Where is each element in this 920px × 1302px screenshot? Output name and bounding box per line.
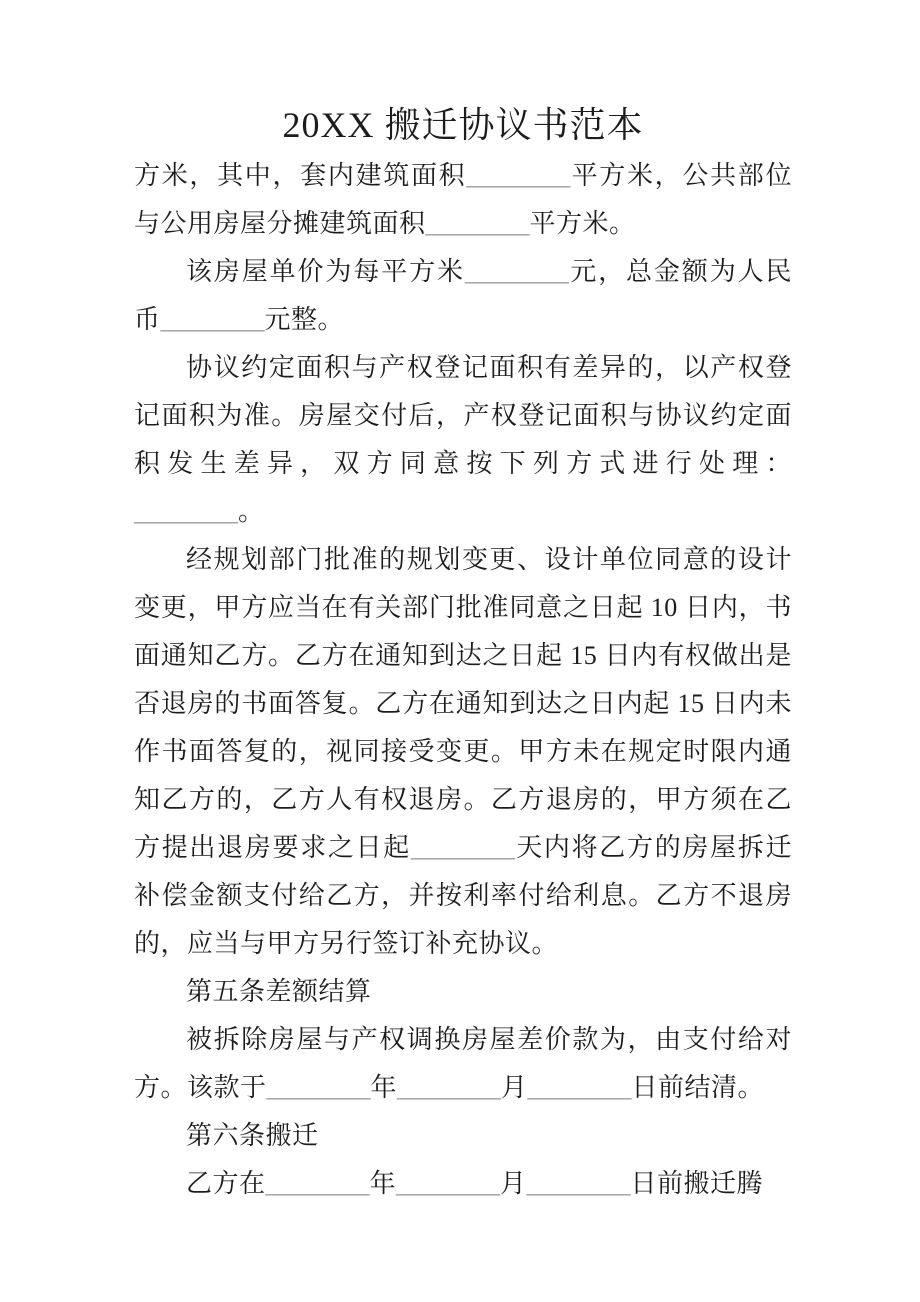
blank-underline-field: ________ (527, 1073, 632, 1102)
blank-underline-field: ________ (160, 305, 265, 334)
text-run: 第六条搬迁 (186, 1121, 319, 1150)
blank-underline-field: ________ (134, 497, 238, 526)
blank-underline-field: ________ (397, 1073, 502, 1102)
text-run: 月 (501, 1073, 528, 1102)
text-run: 乙方在 (186, 1169, 266, 1198)
text-run: 元，总金额为人民币 (134, 257, 792, 334)
blank-underline-field: ________ (466, 161, 571, 190)
text-run: 元整。 (264, 305, 345, 334)
blank-underline-field: ________ (425, 209, 530, 238)
document-title: 20XX 搬迁协议书范本 (282, 105, 644, 145)
paragraph (134, 1016, 792, 1112)
blank-underline-field: ________ (526, 1169, 631, 1198)
blank-underline-field: ________ (411, 833, 515, 862)
text-run: 被拆除房屋与产权调换房屋差价款为，由支付给对方。该款于 (134, 1025, 792, 1102)
text-run: 年 (369, 1169, 397, 1198)
text-run: 平方米。 (529, 209, 636, 238)
text-run: 天内将乙方的房屋拆迁补偿金额支付给乙方，并按利率付给利息。乙方不退房的，应当与甲方另行签订补充协议。 (134, 833, 792, 958)
text-run: 经规划部门批准的规划变更、设计单位同意的设计变更，甲方应当在有关部门批准同意之日起 10 日内，书面通知乙方。乙方在通知到达之日起 15 日内有权做出是否退房的书面答复。乙方在通知到达之日内起 15 日内未作书面答复的，视同接受变更。甲方未在规定时限内通知乙方的，乙方人有权退房。乙方退房的，甲方须在乙方提出退房要求之日起 (134, 545, 792, 862)
text-run: 日前搬迁腾 (630, 1169, 764, 1198)
text-run: 方米，其中，套内建筑面积 (134, 161, 467, 190)
text-run: 月 (500, 1169, 527, 1198)
paragraph (134, 248, 792, 344)
paragraph (134, 1160, 792, 1208)
paragraph (134, 344, 792, 536)
text-run: 。 (238, 497, 265, 526)
paragraph (134, 968, 792, 1016)
text-run: 第五条差额结算 (186, 977, 372, 1006)
blank-underline-field: ________ (266, 1073, 371, 1102)
paragraph (134, 152, 792, 248)
text-run: 协议约定面积与产权登记面积有差异的，以产权登记面积为准。房屋交付后，产权登记面积与协议约定面积发生差异，双方同意按下列方式进行处理： (134, 353, 792, 478)
blank-underline-field: ________ (396, 1169, 501, 1198)
blank-underline-field: ________ (265, 1169, 370, 1198)
paragraph (134, 1112, 792, 1160)
text-run: 平方米，公共部位与公用房屋分摊建筑面积 (134, 161, 792, 238)
text-run: 该房屋单价为每平方米 (186, 257, 465, 286)
paragraph (134, 536, 792, 968)
text-run: 年 (370, 1073, 398, 1102)
text-run: 日前结清。 (631, 1073, 765, 1102)
blank-underline-field: ________ (464, 257, 569, 286)
document-body (134, 152, 792, 1208)
